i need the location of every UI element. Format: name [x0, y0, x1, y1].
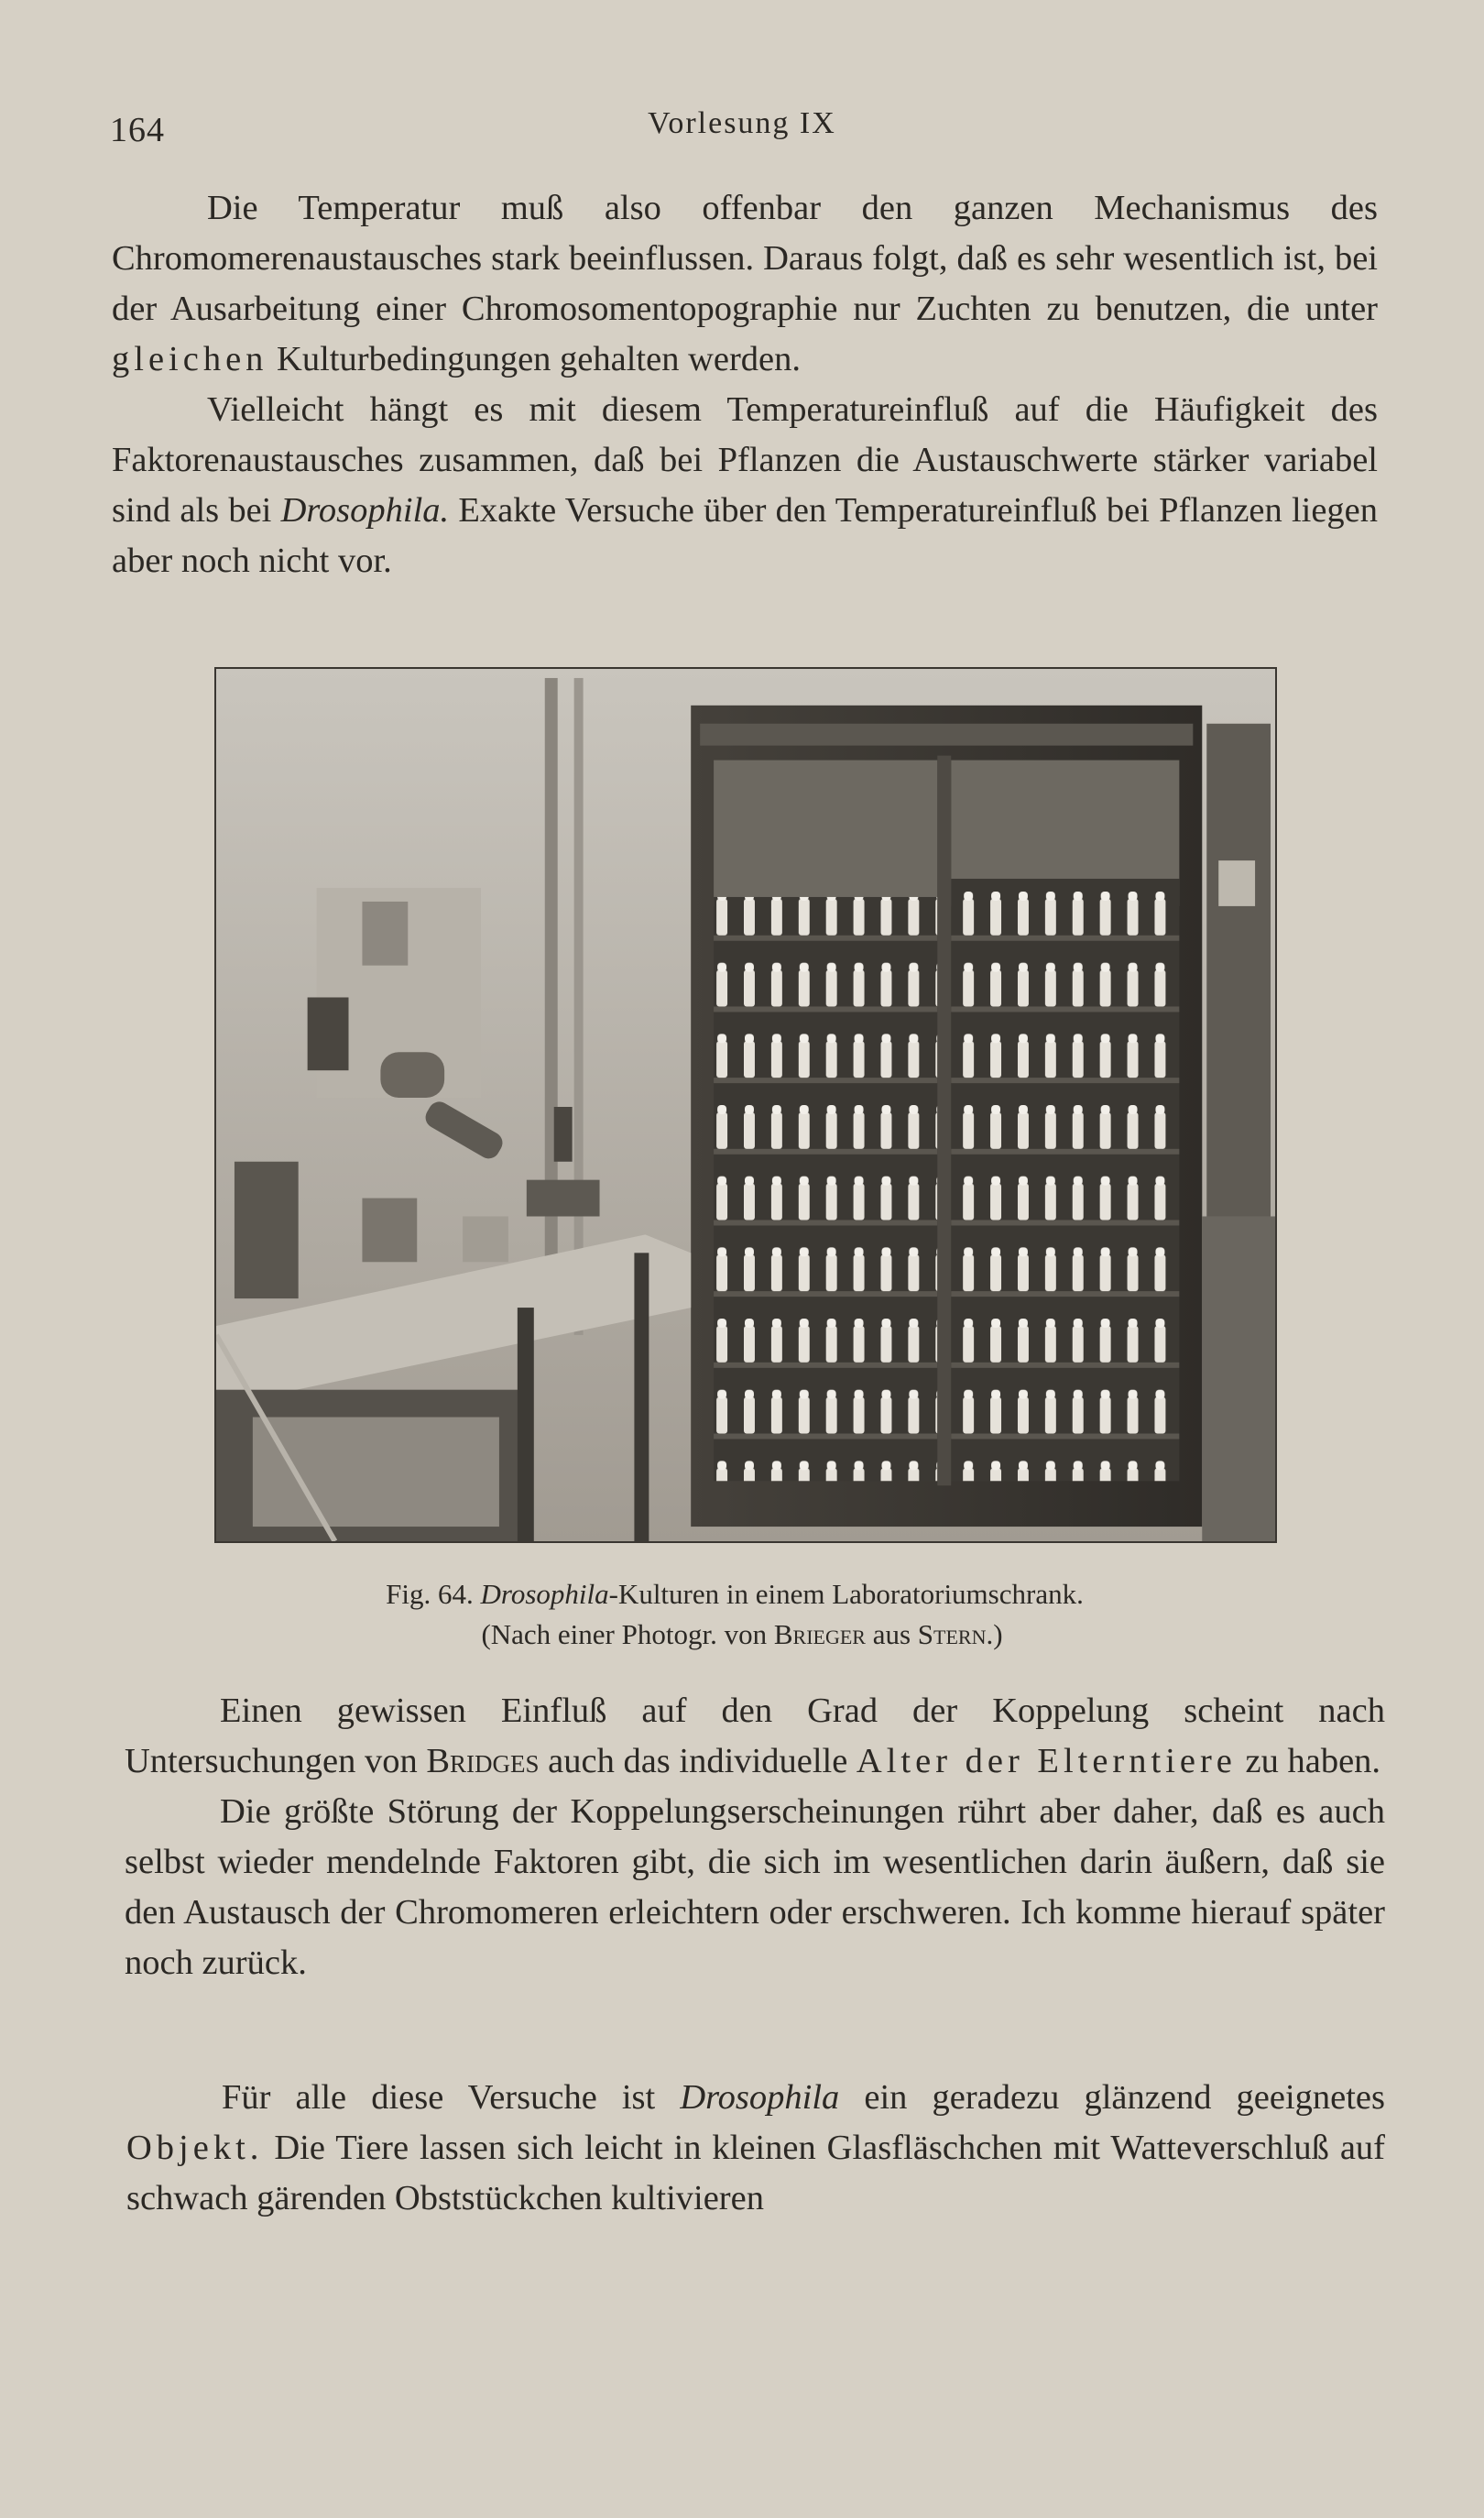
source-name: Stern: [917, 1618, 987, 1650]
paragraph-5: Für alle diese Versuche ist Drosophila ein geradezu glänzend geeignetes Objekt. Die Tiere lassen sich leicht in kleinen Glasfläschchen mit Watteverschluß auf schwach gärenden Obststückchen kultivieren: [126, 2078, 1385, 2217]
figure-credit: (Nach einer Photogr. von Brieger aus Stern.): [481, 1618, 1003, 1650]
spaced-word-2: Objekt.: [126, 2129, 264, 2167]
italic-genus-2: Drosophila: [680, 2078, 840, 2117]
spaced-word: gleichen: [112, 340, 268, 378]
figure-label: Fig. 64.: [386, 1578, 474, 1610]
paragraph-1: Die Temperatur muß also offenbar den ganzen Mechanismus des Chromomerenaustausches stark beeinflussen. Daraus folgt, daß es sehr wesentlich ist, bei der Ausarbeitung einer Chromosomentopographie nur Zuchten zu benutzen, die unter gleichen Kulturbedingungen gehalten werden.: [112, 189, 1378, 378]
author-bridges: Bridges: [426, 1742, 540, 1780]
paragraph-3: Einen gewissen Einfluß auf den Grad der Koppelung scheint nach Untersuchungen von Bridges auch das individuelle Alter der Elterntiere zu haben.: [125, 1691, 1385, 1780]
page-number: 164: [110, 111, 165, 149]
paragraph-4: Die größte Störung der Koppelungserscheinungen rührt aber daher, daß es auch selbst wieder mendelnde Faktoren gibt, die sich im wesentlichen darin äußern, daß sie den Austausch der Chromomeren erleichtern oder erschweren. Ich komme hierauf später noch zurück.: [125, 1792, 1385, 1982]
italic-genus: Drosophila.: [280, 491, 450, 530]
text-block-top: [112, 183, 1378, 586]
text-block-middle: [125, 1686, 1385, 1988]
caption-italic: Drosophila: [480, 1578, 609, 1610]
paragraph-2: Vielleicht hängt es mit diesem Temperatureinfluß auf die Häufigkeit des Faktorenaustausches zusammen, daß bei Pflanzen die Austauschwerte stärker variabel sind als bei Drosophila. Exakte Versuche über den Temperatureinfluß bei Pflanzen liegen aber noch nicht vor.: [112, 390, 1379, 580]
text-block-bottom: [126, 2073, 1385, 2224]
spaced-phrase: Alter der Elterntiere: [856, 1742, 1237, 1780]
lab-cabinet-photo: [216, 669, 1275, 1541]
figure-photo: [214, 667, 1277, 1543]
running-head: Vorlesung IX: [648, 106, 836, 140]
figure-caption: Fig. 64. Drosophila-Kulturen in einem Laboratoriumschrank.: [386, 1578, 1084, 1610]
author-name: Brieger: [773, 1618, 866, 1650]
